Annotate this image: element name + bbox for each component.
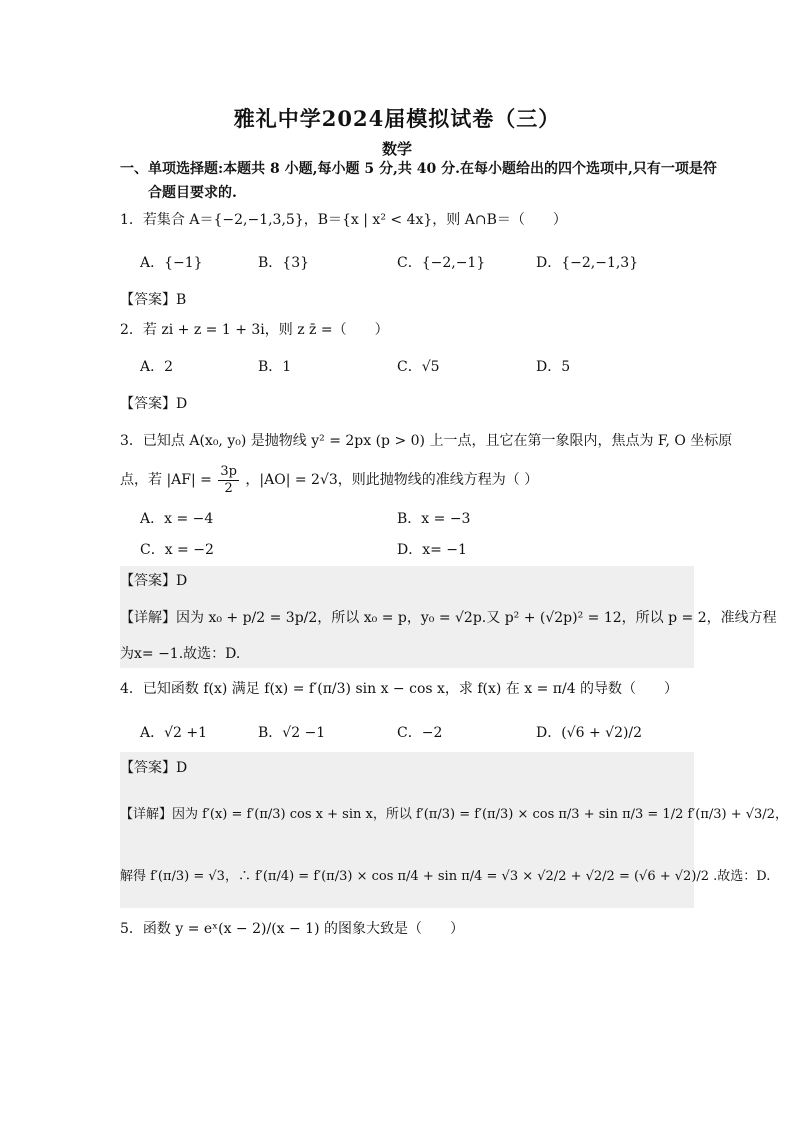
question-2-stem: 2．若 zi + z = 1 + 3i，则 z z̄ =（ ） (120, 322, 389, 338)
question-5-stem: 5．函数 y = eˣ(x − 2)/(x − 1) 的图象大致是（ ） (120, 921, 464, 937)
question-3-stem-text-b: ，|AO| = 2√3，则此抛物线的准线方程为（ ） (245, 472, 539, 488)
question-4-detail-line2: 解得 f′(π/3) = √3，∴ f′(π/4) = f′(π/3) × cos π/4 + sin π/4 = √3 × √2/2 + √2/2 = (√6 + √2)/2 .故选：D. (120, 869, 771, 884)
question-3-option-a: A．x = −4 (140, 511, 214, 527)
page-title: 雅礼中学2024届模拟试卷（三） (233, 106, 561, 131)
question-4-answer: 【答案】D (120, 760, 188, 776)
question-1-stem: 1．若集合 A＝{−2,−1,3,5}，B＝{x | x² < 4x}，则 A∩B＝（ ） (120, 212, 567, 228)
question-4-option-b: B．√2 −1 (258, 725, 326, 741)
question-4-detail-line1: 【详解】因为 f′(x) = f′(π/3) cos x + sin x，所以 f′(π/3) = f′(π/3) × cos π/3 + sin π/3 = 1/2 f′(π/3) + √3/2， (120, 807, 788, 822)
question-3-stem-line1: 3．已知点 A(x₀, y₀) 是抛物线 y² = 2px (p > 0) 上一点，且它在第一象限内，焦点为 F, O 坐标原 (120, 433, 733, 449)
fraction-numerator: 3p (220, 463, 237, 479)
subject-subtitle: 数学 (381, 140, 412, 158)
question-1-option-d: D．{−2,−1,3} (536, 255, 639, 271)
question-3-option-b: B．x = −3 (397, 511, 471, 527)
question-1-answer: 【答案】B (120, 292, 187, 308)
question-3-answer: 【答案】D (120, 573, 188, 589)
question-3-detail-line1: 【详解】因为 x₀ + p/2 = 3p/2，所以 x₀ = p，y₀ = √2p.又 p² + (√2p)² = 12，所以 p = 2，准线方程 (120, 610, 777, 626)
question-1-option-b: B．{3} (258, 255, 310, 271)
question-3-detail-line2: 为x= −1.故选：D. (120, 646, 241, 662)
question-3-option-c: C．x = −2 (140, 542, 214, 558)
question-2-option-b: B．1 (258, 359, 292, 375)
question-3-option-d: D．x= −1 (397, 542, 467, 558)
question-2-option-d: D．5 (536, 359, 571, 375)
question-3-stem-line2 (120, 462, 538, 498)
section-heading-line2: 合题目要求的. (148, 185, 237, 201)
section-heading-line1: 一、单项选择题:本题共 8 小题,每小题 5 分,共 40 分.在每小题给出的四个选项中,只有一项是符 (120, 161, 717, 177)
question-2-option-c: C．√5 (397, 359, 440, 375)
question-2-option-a: A．2 (140, 359, 174, 375)
question-1-option-a: A．{−1} (140, 255, 203, 271)
fraction-denominator: 2 (224, 480, 233, 496)
question-4-option-d: D．(√6 + √2)/2 (536, 725, 643, 741)
question-3-stem-text-a: 点，若 |AF| = (120, 472, 212, 488)
question-4-stem: 4．已知函数 f(x) 满足 f(x) = f′(π/3) sin x − cos x，求 f(x) 在 x = π/4 的导数（ ） (120, 681, 679, 697)
question-1-option-c: C．{−2,−1} (397, 255, 486, 271)
question-4-option-a: A．√2 +1 (140, 725, 208, 741)
question-4-option-c: C．−2 (397, 725, 443, 741)
question-2-answer: 【答案】D (120, 396, 188, 412)
question-3-fraction (218, 464, 239, 497)
